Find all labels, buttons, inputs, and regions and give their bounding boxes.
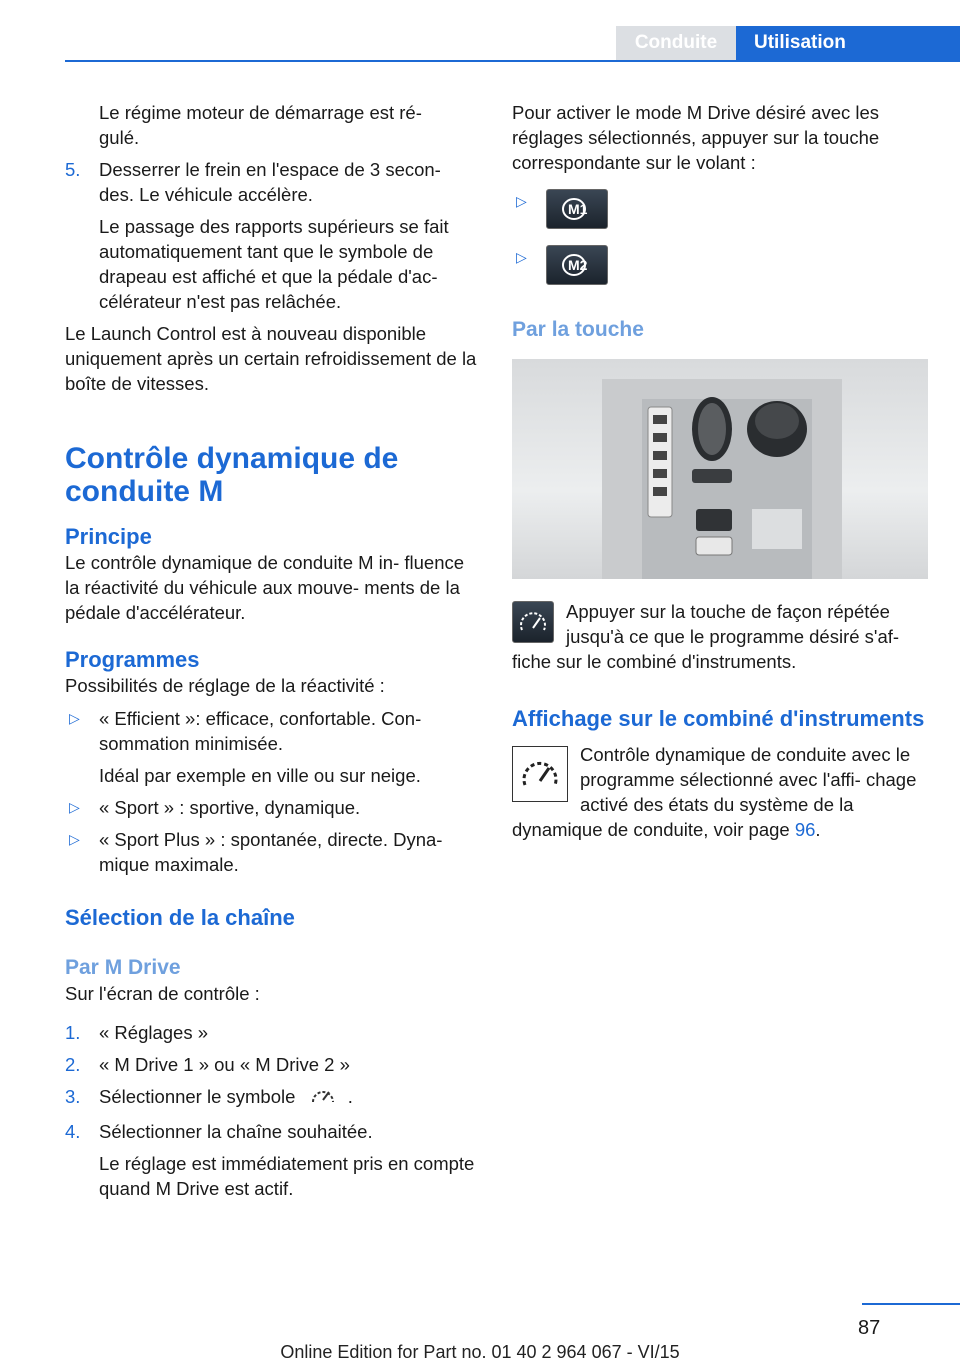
edition-footer: Online Edition for Part no. 01 40 2 964 067 - VI/15: [280, 1342, 680, 1362]
list-item-step5: [65, 157, 477, 314]
list-item-step3: [65, 1084, 477, 1112]
step-subtext: Le réglage est immédiatement pris en compte quand M Drive est actif.: [99, 1153, 475, 1200]
list-item-step1: [65, 1020, 477, 1045]
gauge-display-icon: [512, 746, 568, 802]
bullet-m1: [512, 189, 932, 233]
step-number: 3.: [65, 1086, 81, 1107]
left-column: [65, 100, 477, 1201]
step-continuation: Le régime moteur de démarrage est ré‐ gulé.: [99, 102, 422, 148]
step-number: 5.: [65, 159, 81, 180]
list-item-step2: [65, 1052, 477, 1077]
bullet-arrow-icon: ▷: [516, 249, 527, 265]
launch-note: Le Launch Control est à nouveau disponible uniquement après un certain refroidissement de la boîte de vitesses.: [65, 323, 477, 394]
programmes-intro: Possibilités de réglage de la réactivité :: [65, 675, 385, 696]
step-text: Sélectionner le symbole: [99, 1086, 296, 1107]
bullet-arrow-icon: ▷: [69, 831, 80, 847]
page-number: 87: [858, 1317, 881, 1339]
footer-rule: [862, 1303, 960, 1305]
m1-button-icon: [546, 189, 608, 229]
bullet-text: « Efficient »: efficace, confortable. Con‐ sommation minimisée.: [99, 708, 422, 754]
step-number: 2.: [65, 1054, 81, 1075]
period: .: [815, 819, 821, 840]
gauge-button-icon: [512, 601, 554, 643]
bullet-m2: [512, 245, 932, 289]
touche-text: Appuyer sur la touche de façon répétée jusqu'à ce que le programme désiré s'af‐ fiche sur le combiné d'instruments.: [512, 601, 900, 672]
touche-block: [512, 599, 932, 674]
bullet-arrow-icon: ▷: [516, 193, 527, 209]
bullet-subtext: Idéal par exemple en ville ou sur neige.: [99, 765, 421, 786]
section-title: Contrôle dynamique de conduite M: [65, 442, 399, 508]
page-link[interactable]: 96: [794, 819, 816, 840]
bullet-arrow-icon: ▷: [69, 710, 80, 726]
bullet-sport: [65, 795, 477, 820]
mdrive-intro: Sur l'écran de contrôle :: [65, 983, 260, 1004]
step-text: « Réglages »: [99, 1022, 209, 1043]
bullet-text: « Sport Plus » : spontanée, directe. Dyna‐ mique maximale.: [99, 829, 443, 875]
principe-heading: Principe: [65, 524, 152, 549]
mdrive-activate-text: Pour activer le mode M Drive désiré avec les réglages sélectionnés, appuyer sur la touche correspondante sur le volant :: [512, 102, 880, 173]
programmes-heading: Programmes: [65, 647, 200, 672]
step-number: 4.: [65, 1121, 81, 1143]
right-column: [512, 100, 932, 842]
principe-text: Le contrôle dynamique de conduite M in‐ fluence la réactivité du véhicule aux mouve‐ ments de la pédale d'accélérateur.: [65, 552, 465, 623]
m2-button-icon: [546, 245, 608, 285]
list-item-step4: [65, 1119, 477, 1201]
selection-heading: Sélection de la chaîne: [65, 905, 295, 930]
center-console-photo: [512, 359, 928, 579]
gauge-icon: [309, 1084, 337, 1112]
tab-chapter[interactable]: Conduite: [616, 26, 736, 60]
step-suffix: .: [347, 1086, 353, 1107]
step-text: Sélectionner la chaîne souhaitée.: [99, 1121, 373, 1143]
mdrive-heading: Par M Drive: [65, 956, 181, 979]
m2-letter: M2: [568, 257, 588, 273]
bullet-arrow-icon: ▷: [69, 799, 80, 815]
step-number: 1.: [65, 1022, 81, 1043]
m1-letter: M1: [568, 201, 588, 217]
step-subtext: Le passage des rapports supérieurs se fait automatiquement tant que le symbole de drapeau est affiché et que la pédale d'ac‐ célérateur n'est pas relâchée.: [99, 216, 449, 312]
bullet-efficient: [65, 706, 477, 788]
bullet-text: « Sport » : sportive, dynamique.: [99, 797, 361, 818]
bullet-sport-plus: [65, 827, 477, 877]
affichage-heading: Affichage sur le combiné d'instruments: [512, 706, 925, 731]
tab-section[interactable]: Utilisation: [736, 26, 960, 60]
affichage-block: [512, 742, 932, 842]
touche-heading: Par la touche: [512, 318, 644, 341]
step-text: Desserrer le frein en l'espace de 3 secon‐ des. Le véhicule accélère.: [99, 159, 441, 205]
header-rule: [65, 60, 960, 62]
step-text: « M Drive 1 » ou « M Drive 2 »: [99, 1054, 350, 1075]
affichage-text: Contrôle dynamique de conduite avec le programme sélectionné avec l'affi‐ chage activé des états du système de la dynamique de conduite, voir page: [512, 744, 917, 840]
